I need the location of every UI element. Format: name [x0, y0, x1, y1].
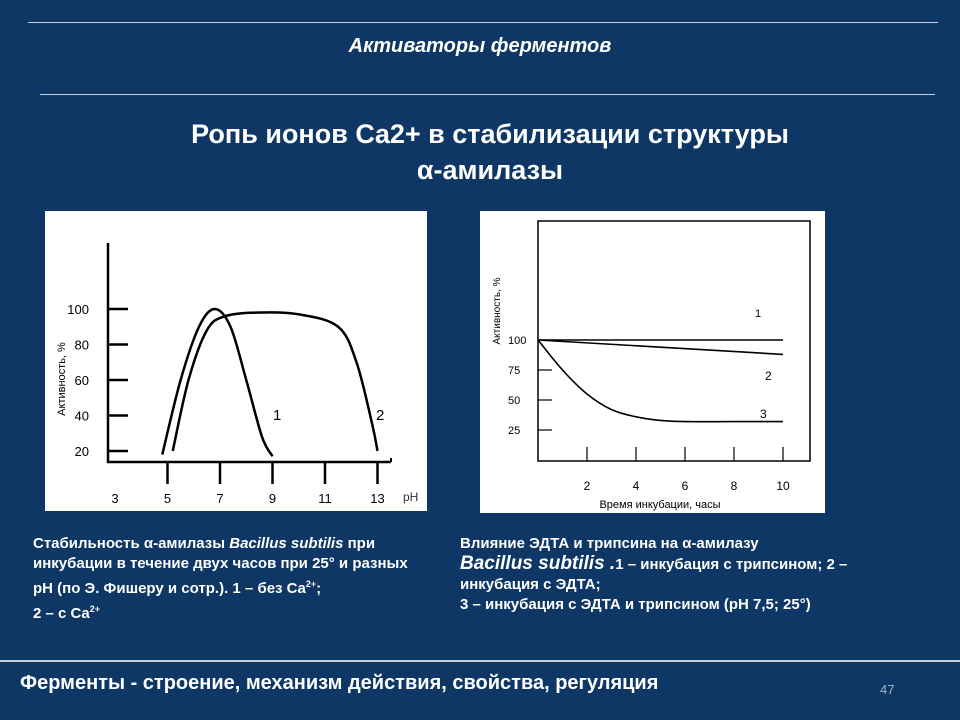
left-x-tick-label: 13 [370, 491, 385, 506]
page-number: 47 [880, 682, 895, 697]
left-y-tick-label: 100 [67, 302, 89, 317]
left-axes [108, 243, 391, 462]
right-series-label-2: 2 [765, 369, 772, 383]
left-x-tick-label: 11 [318, 491, 332, 506]
left-x-tick-label: 5 [163, 491, 172, 506]
left-caption [33, 534, 408, 624]
right-x-axis-label: Время инкубации, часы [599, 499, 721, 511]
left-x-tick-label: 7 [216, 491, 224, 506]
left-caption-text-2: при инкубации в течение двух часов при 25° и разных pH (по Э. Фишеру и сотр.). 1 – без Ca [33, 535, 408, 597]
right-y-tick-label: 100 [508, 335, 527, 347]
left-y-tick-label: 20 [74, 444, 89, 459]
right-caption-rest2: 3 – инкубация с ЭДТА и трипсином (pH 7,5; 25°) [460, 596, 811, 613]
left-series-1-line [162, 309, 272, 456]
right-x-tick-label: 4 [632, 479, 640, 493]
left-caption-text-3: ; [316, 580, 322, 597]
right-caption [460, 534, 930, 615]
left-caption-sup-1: 2+ [305, 579, 317, 589]
left-y-axis-label: Активность, % [56, 342, 68, 416]
right-caption-species: Bacillus subtilis . [460, 553, 616, 574]
left-x-tick-label: 3 [111, 491, 119, 506]
footer-text: Ферменты - строение, механизм действия, свойства, регуляция [20, 672, 659, 694]
right-y-axis-label: Активность, % [492, 277, 503, 345]
right-caption-line1: Влияние ЭДТА и трипсина на α-амилазу [460, 535, 759, 552]
main-title [60, 116, 920, 188]
right-caption-rest1: 1 – инкубация с трипсином; 2 – инкубация с ЭДТА; [460, 556, 848, 593]
left-x-tick-label: 9 [268, 491, 277, 506]
left-caption-text-4: 2 – с Ca [33, 605, 90, 622]
right-x-tick-label: 2 [583, 479, 591, 493]
slide-header: Активаторы ферментов [348, 35, 612, 57]
left-caption-species: Bacillus subtilis [229, 535, 344, 552]
left-series-label-2: 2 [376, 407, 385, 424]
right-plot-frame [538, 221, 810, 461]
right-x-tick-label: 6 [681, 479, 689, 493]
left-y-tick-label: 40 [74, 408, 89, 424]
main-title-line1: Ропь ионов Ca2+ в стабилизации структуры [191, 119, 789, 149]
left-caption-text-1: Стабильность α-амилазы [33, 535, 230, 552]
right-series-2-line [538, 340, 783, 354]
right-y-tick-label: 50 [508, 395, 521, 407]
ph-stability-chart [45, 211, 427, 511]
left-y-tick-label: 80 [74, 337, 89, 353]
right-series-label-1: 1 [755, 308, 762, 320]
incubation-activity-chart [480, 211, 825, 513]
right-series-label-3: 3 [760, 407, 767, 421]
right-x-tick-label: 8 [730, 479, 738, 493]
main-title-line2: α-амилазы [416, 155, 564, 185]
header-rule [40, 94, 935, 95]
left-y-tick-label: 60 [74, 373, 89, 388]
right-chart-panel [480, 211, 825, 513]
top-rule [28, 22, 938, 23]
right-x-tick-label: 10 [776, 479, 790, 493]
left-x-axis-label: pH [403, 490, 419, 504]
left-chart-panel [45, 211, 427, 511]
right-y-tick-label: 25 [508, 425, 521, 437]
left-caption-sup-2: 2+ [89, 604, 100, 614]
left-series-label-1: 1 [273, 407, 282, 424]
left-series-2-line [173, 312, 378, 451]
right-y-tick-label: 75 [508, 365, 521, 377]
